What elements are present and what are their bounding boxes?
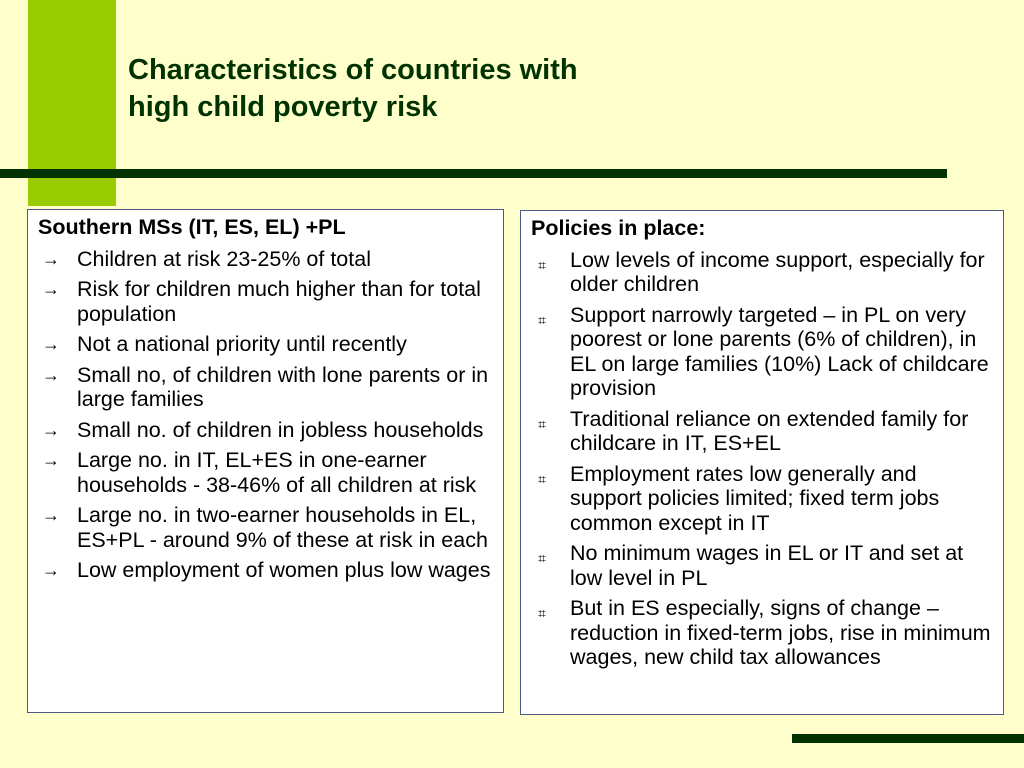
square-bullet-icon: ⌗ [538, 605, 546, 621]
list-item-text: Children at risk 23-25% of total [77, 246, 371, 271]
southern-ms-panel [27, 209, 504, 713]
list-item-text: Not a national priority until recently [77, 332, 407, 356]
page-title-line-2: high child poverty risk [128, 91, 438, 123]
page-title [128, 52, 578, 126]
list-item-text: Large no. in IT, EL+ES in one-earner households - 38-46% of all children at risk [77, 448, 477, 497]
list-item-text: Small no, of children with lone parents or in large families [77, 362, 489, 411]
southern-ms-list [38, 247, 493, 583]
square-bullet-icon: ⌗ [538, 256, 546, 273]
list-item-text: Low levels of income support, especially for older children [570, 247, 985, 296]
list-item-text: No minimum wages in EL or IT and set at low level in PL [570, 541, 964, 590]
list-item-text: Traditional reliance on extended family for childcare in IT, ES+EL [570, 406, 969, 455]
list-item [531, 596, 993, 670]
list-item [531, 407, 993, 456]
title-divider [0, 169, 947, 178]
list-item [38, 247, 493, 272]
list-item [38, 558, 493, 583]
arrow-right-icon: → [42, 419, 60, 440]
policies-panel [520, 210, 1004, 715]
list-item-text: Risk for children much higher than for total population [77, 277, 481, 326]
arrow-right-icon: → [42, 248, 60, 269]
list-item-text: Large no. in two-earner households in EL, ES+PL - around 9% of these at risk in each [77, 503, 488, 552]
arrow-right-icon: → [42, 450, 60, 470]
list-item-text: Low employment of women plus low wages [77, 558, 491, 582]
list-item [38, 363, 493, 412]
square-bullet-icon: ⌗ [538, 550, 546, 566]
list-item [38, 277, 493, 326]
arrow-right-icon: → [42, 560, 60, 580]
list-item [38, 448, 493, 497]
square-bullet-icon: ⌗ [538, 415, 546, 432]
policies-list [531, 248, 993, 670]
list-item [531, 248, 993, 297]
arrow-right-icon: → [42, 505, 60, 525]
list-item [531, 462, 993, 536]
list-item-text: But in ES especially, signs of change – reduction in fixed-term jobs, rise in minimum wages, new child tax allowances [570, 596, 991, 669]
list-item-text: Employment rates low generally and support policies limited; fixed term jobs common except in IT [570, 461, 940, 535]
list-item [38, 332, 493, 357]
list-item [531, 303, 993, 401]
square-bullet-icon: ⌗ [538, 311, 546, 328]
square-bullet-icon: ⌗ [538, 470, 546, 487]
footer-divider [792, 734, 1024, 743]
arrow-right-icon: → [42, 334, 60, 354]
list-item [38, 418, 493, 443]
arrow-right-icon: → [42, 364, 60, 385]
southern-ms-heading: Southern MSs (IT, ES, EL) +PL [38, 215, 346, 239]
arrow-right-icon: → [42, 279, 60, 299]
list-item-text: Support narrowly targeted – in PL on very poorest or lone parents (6% of children), in EL on large families (10%) Lack of childcare provision [570, 302, 989, 400]
list-item [531, 541, 993, 590]
policies-heading: Policies in place: [531, 216, 706, 240]
list-item-text: Small no. of children in jobless households [77, 417, 484, 442]
page-title-line-1: Characteristics of countries with [128, 54, 578, 86]
list-item [38, 503, 493, 552]
